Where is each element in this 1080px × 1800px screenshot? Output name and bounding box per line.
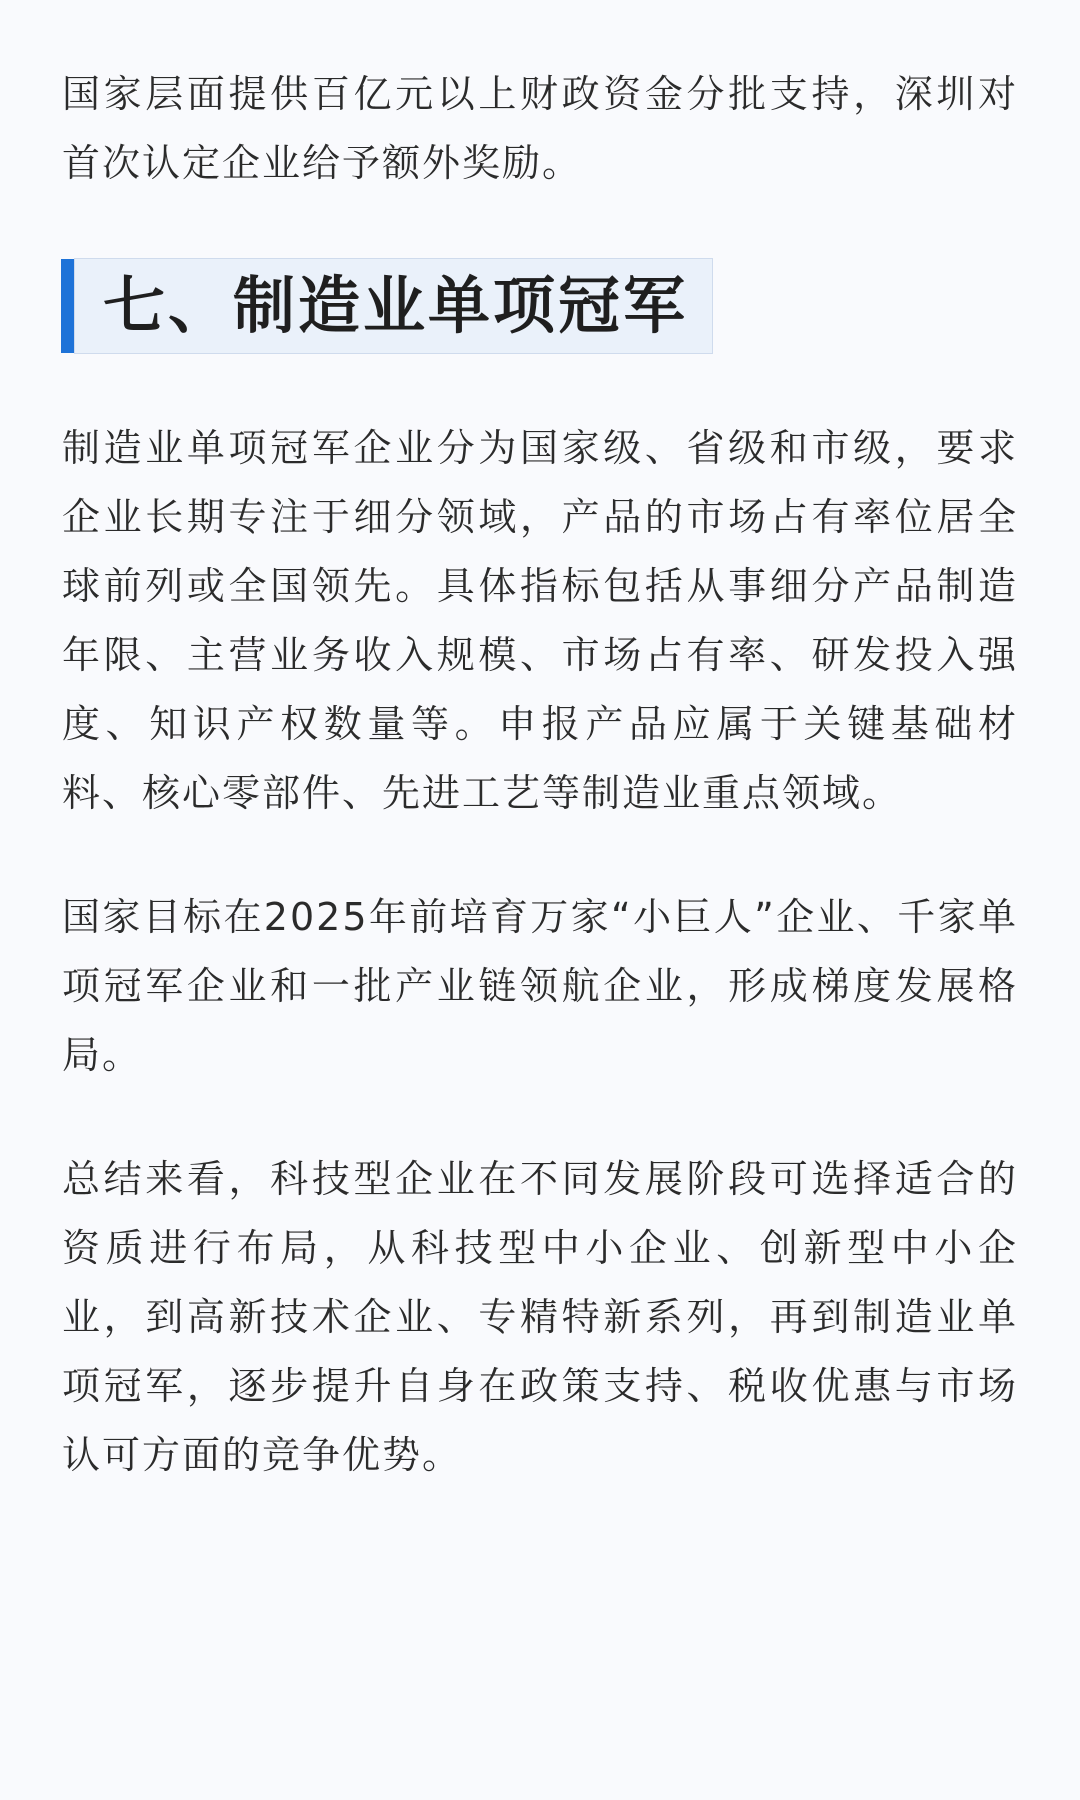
intro-paragraph: 国家层面提供百亿元以上财政资金分批支持，深圳对首次认定企业给予额外奖励。 xyxy=(62,72,1018,185)
body-paragraph-goal: 国家目标在2025年前培育万家“小巨人”企业、千家单项冠军企业和一批产业链领航企业，形成梯度发展格局。 xyxy=(62,895,1018,1077)
body-paragraph-criteria: 制造业单项冠军企业分为国家级、省级和市级，要求企业长期专注于细分领域，产品的市场占有率位居全球前列或全国领先。具体指标包括从事细分产品制造年限、主营业务收入规模、市场占有率、研发投入强度、知识产权数量等。申报产品应属于关键基础材料、核心零部件、先进工艺等制造业重点领域。 xyxy=(62,426,1018,815)
section-accent-bar xyxy=(61,259,74,353)
body-paragraph-summary: 总结来看，科技型企业在不同发展阶段可选择适合的资质进行布局，从科技型中小企业、创新型中小企业，到高新技术企业、专精特新系列，再到制造业单项冠军，逐步提升自身在政策支持、税收优惠与市场认可方面的竞争优势。 xyxy=(62,1157,1018,1477)
section-heading xyxy=(74,258,713,354)
section-title: 七、制造业单项冠军 xyxy=(103,269,689,342)
